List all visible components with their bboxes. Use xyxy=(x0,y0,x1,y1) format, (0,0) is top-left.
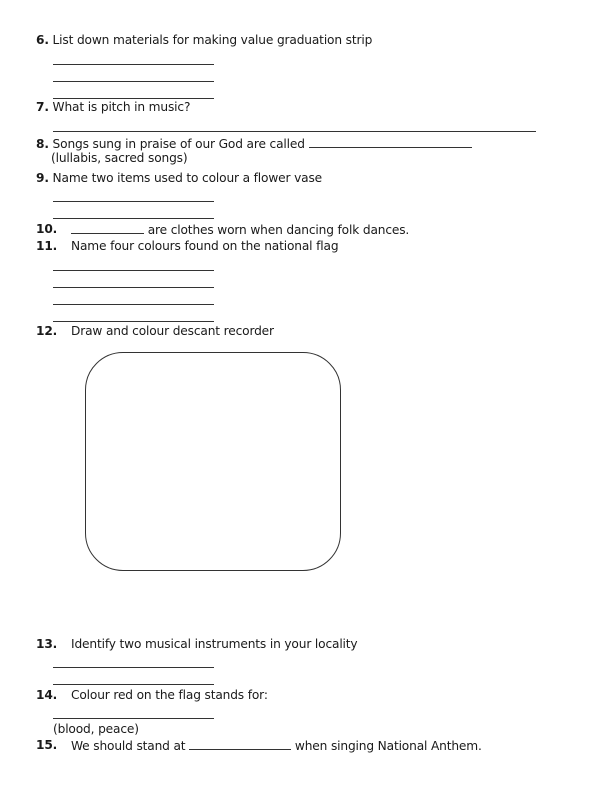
fill-in-blank[interactable] xyxy=(189,738,291,750)
question-8 xyxy=(36,136,472,151)
question-number: 13. xyxy=(36,637,58,651)
fill-in-blank[interactable] xyxy=(309,136,472,148)
question-6 xyxy=(36,33,372,47)
question-text: Name two items used to colour a flower vase xyxy=(52,171,323,185)
answer-line[interactable] xyxy=(53,667,214,668)
question-15-body xyxy=(71,738,482,753)
question-text: List down materials for making value graduation strip xyxy=(52,33,373,47)
question-text: Identify two musical instruments in your locality xyxy=(71,637,358,651)
question-text: Draw and colour descant recorder xyxy=(71,324,274,338)
answer-line[interactable] xyxy=(53,81,214,82)
question-number: 7. xyxy=(36,100,49,114)
question-text: We should stand at xyxy=(71,739,186,753)
answer-line[interactable] xyxy=(53,718,214,719)
question-number: 12. xyxy=(36,324,58,338)
drawing-box[interactable] xyxy=(85,352,341,571)
question-11 xyxy=(36,239,57,253)
answer-options: (blood, peace) xyxy=(53,722,139,736)
fill-in-blank[interactable] xyxy=(71,222,144,234)
question-13 xyxy=(36,637,57,651)
question-14 xyxy=(36,688,57,702)
question-number: 8. xyxy=(36,137,49,151)
question-10-body xyxy=(71,222,409,237)
answer-line[interactable] xyxy=(53,201,214,202)
answer-line[interactable] xyxy=(53,218,214,219)
question-text: are clothes worn when dancing folk dances. xyxy=(147,223,410,237)
question-7 xyxy=(36,100,190,114)
question-number: 14. xyxy=(36,688,58,702)
question-number: 9. xyxy=(36,171,49,185)
question-text: Colour red on the flag stands for: xyxy=(71,688,268,702)
question-10 xyxy=(36,222,57,236)
question-number: 11. xyxy=(36,239,58,253)
answer-line[interactable] xyxy=(53,321,214,322)
answer-line[interactable] xyxy=(53,304,214,305)
answer-options: (lullabis, sacred songs) xyxy=(51,151,188,165)
answer-line[interactable] xyxy=(53,287,214,288)
question-text: Songs sung in praise of our God are called xyxy=(52,137,305,151)
question-text: Name four colours found on the national flag xyxy=(71,239,339,253)
question-9 xyxy=(36,171,322,185)
answer-line[interactable] xyxy=(53,684,214,685)
question-15 xyxy=(36,738,57,752)
question-12 xyxy=(36,324,57,338)
answer-line[interactable] xyxy=(53,64,214,65)
question-number: 10. xyxy=(36,222,58,236)
answer-line[interactable] xyxy=(53,98,214,99)
answer-line[interactable] xyxy=(53,131,536,132)
question-number: 6. xyxy=(36,33,49,47)
question-text-after: when singing National Anthem. xyxy=(294,739,482,753)
answer-line[interactable] xyxy=(53,270,214,271)
question-number: 15. xyxy=(36,738,58,752)
question-text: What is pitch in music? xyxy=(52,100,191,114)
